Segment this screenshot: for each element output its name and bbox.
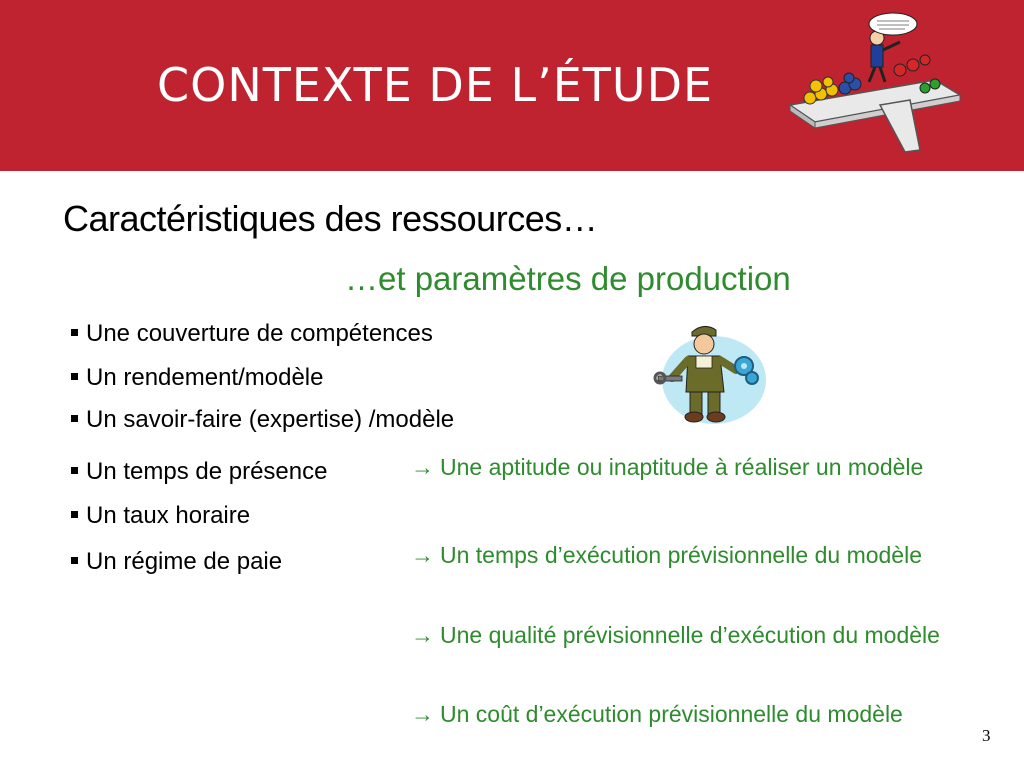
result-item: → Une qualité prévisionnelle d’exécution du modèle — [411, 622, 940, 648]
arrow-right-icon: → — [411, 542, 434, 568]
section-heading: Caractéristiques des ressources… — [63, 198, 598, 239]
list-item: Un temps de présence — [71, 458, 327, 486]
result-item: → Un coût d’exécution prévisionnelle du modèle — [411, 701, 903, 727]
slide-title: CONTEXTE DE L’ÉTUDE — [157, 58, 714, 112]
header-banner — [0, 0, 1024, 171]
list-item: Un régime de paie — [71, 548, 282, 576]
list-item: Une couverture de compétences — [71, 320, 433, 348]
mechanic-with-wrench-icon — [652, 320, 767, 430]
page-number: 3 — [982, 726, 991, 745]
arrow-right-icon: → — [411, 701, 434, 727]
square-bullet-icon — [71, 467, 78, 474]
square-bullet-icon — [71, 557, 78, 564]
square-bullet-icon — [71, 511, 78, 518]
list-item: Un rendement/modèle — [71, 364, 323, 392]
list-item: Un savoir-faire (expertise) /modèle — [71, 406, 454, 434]
arrow-right-icon: → — [411, 622, 434, 648]
square-bullet-icon — [71, 329, 78, 336]
arrow-right-icon: → — [411, 454, 434, 480]
result-item: → Une aptitude ou inaptitude à réaliser un modèle — [411, 454, 924, 480]
result-item: → Un temps d’exécution prévisionnelle du modèle — [411, 542, 923, 568]
square-bullet-icon — [71, 373, 78, 380]
workers-sorting-illustration-icon — [785, 10, 965, 155]
square-bullet-icon — [71, 415, 78, 422]
list-item: Un taux horaire — [71, 502, 250, 530]
section-subheading: …et paramètres de production — [345, 260, 791, 297]
